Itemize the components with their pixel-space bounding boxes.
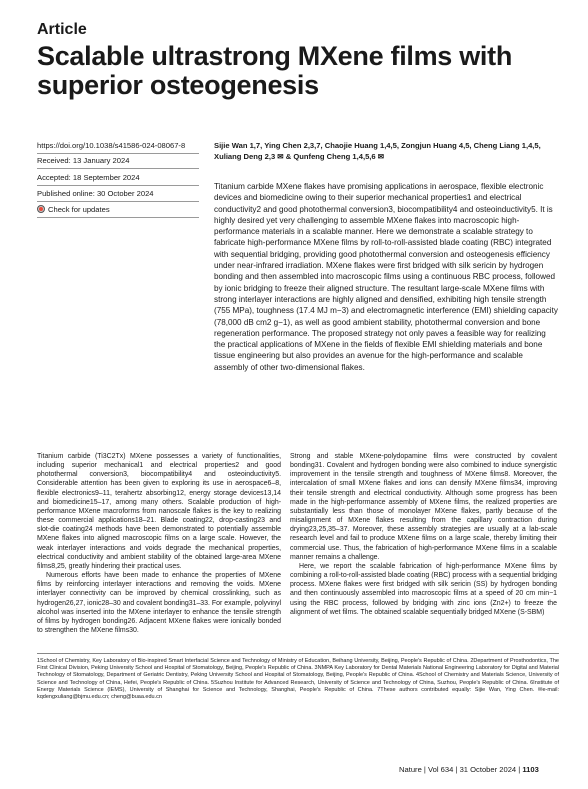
article-type-label: Article — [37, 21, 87, 38]
volume: Vol 634 — [428, 765, 454, 774]
page-number: 1103 — [522, 765, 539, 774]
body-paragraph: Numerous efforts have been made to enhance the properties of MXene films by reinforcing interlayer interactions and removing the voids. MXene interlayer connectivity can be improved by chemical crosslinking, such as hydrogen26,27, ionic28–30 and covalent bonding31–33. For example, polyvinyl alcohol was inserted into the MXene interlayer to enhance the tensile strength of films by hydrogen bonding26. Adjacent MXene flakes were ionically bonded to strengthen the MXene films30. — [37, 572, 281, 634]
meta-divider — [37, 201, 199, 202]
page-footer: Nature | Vol 634 | 31 October 2024 | 1103 — [399, 765, 539, 774]
check-updates-label: Check for updates — [48, 205, 110, 214]
body-column-right — [290, 452, 557, 617]
journal-name: Nature — [399, 765, 422, 774]
body-paragraph: Here, we report the scalable fabrication of high-performance MXene films by combining a roll-to-roll-assisted blade coating (RBC) process with a sequential bridging process. MXene flakes were first bridged with silk sericin (SS) by hydrogen bonding and then continuously assembled into macroscopic films at a speed of 20 cm min−1 using the RBC process, followed by bridging with zinc ions (Zn2+) to freeze the alignment of wet films. The obtained scalable sequentially bridged MXene (S-SBM) — [290, 562, 557, 616]
author-list: Sijie Wan 1,7, Ying Chen 2,3,7, Chaojie Huang 1,4,5, Zongjun Huang 4,5, Cheng Liang 1,4,5, Xuliang Deng 2,3 ✉ & Qunfeng Cheng 1,4,5,6 ✉ — [214, 141, 541, 161]
body-paragraph: Titanium carbide (Ti3C2Tx) MXene possesses a variety of functionalities, including superior mechanical1 and electrical properties2 and good photothermal conversion3, biocompatibility4 and osteoinductivity5. Considerable attention has been given to exploring its use in aerospace6–8, flexible electronics9–11, terahertz absorbing12, energy storage devices13,14 and biomedicine15–17, among many others. Scalable production of high-performance MXene macroforms from nanoscale flakes is the key to realizing these commercial applications18–21. Blade coating22, drop-casting23 and slot-die coating24 methods have been demonstrated to potentially assemble MXene flakes into aligned macroscopic films on a large scale. However, the weak interlayer interactions and voids degrade the mechanical properties, electrical conductivity and ambient stability of the obtained large-area MXene films8,25, greatly hindering their practical uses. — [37, 453, 281, 570]
published-date: Published online: 30 October 2024 — [37, 189, 154, 198]
body-paragraph: Strong and stable MXene-polydopamine films were constructed by covalent bonding31. Covalent and hydrogen bonding were also combined to induce synergistic improvement in the tensile strength and toughness of MXene films8. Moreover, the intercalation of small MXene flakes and ions can densify MXene films34, improving their tensile strength and electrical conductivity. Although some progress has been made in the high-performance assembly of MXene films, the realized properties are substantially less than those of monolayer MXene flakes, partly because of the misalignment of MXene flakes resulting from the capillary contraction during drying23,25,35–37. Moreover, these assembly strategies are usually at a lab-scale research level and fail to produce MXene films on a large scale, thereby limiting their commercial use. Thus, the fabrication of high-performance MXene films in a scalable manner remains a challenge. — [290, 453, 557, 561]
meta-divider — [37, 217, 199, 218]
check-updates-link[interactable] — [37, 205, 110, 215]
doi-link[interactable]: https://doi.org/10.1038/s41586-024-08067-8 — [37, 141, 186, 150]
issue-date: 31 October 2024 — [459, 765, 517, 774]
meta-divider — [37, 153, 199, 154]
meta-divider — [37, 168, 199, 169]
check-for-updates-icon — [37, 205, 45, 213]
body-column-left — [37, 452, 281, 635]
footnote-divider — [37, 653, 559, 654]
meta-divider — [37, 185, 199, 186]
received-date: Received: 13 January 2024 — [37, 156, 130, 165]
accepted-date: Accepted: 18 September 2024 — [37, 173, 140, 182]
affiliations-footnote: 1School of Chemistry, Key Laboratory of Bio-inspired Smart Interfacial Science and Technology of Ministry of Education, Beihang University, Beijing, People's Republic of China. 2Department of Prosthodontics, The First Clinical Division, Peking University School and Hospital of Stomatology, Beijing, People's Republic of China. 3NMPA Key Laboratory for Dental Materials National Engineering Laboratory for Digital and Material Technology of Stomatology, Department of Geriatric Dentistry, Peking University School and Hospital of Stomatology, Beijing, People's Republic of China. 4School of Chemistry and Materials Science, University of Science and Technology of China, Hefei, People's Republic of China. 5Suzhou Institute for Advanced Research, University of Science and Technology of China, Suzhou, People's Republic of China. 6Institute of Energy Materials Science (IEMS), University of Shanghai for Science and Technology, Shanghai, People's Republic of China. 7These authors contributed equally: Sijie Wan, Ying Chen. ✉e-mail: kqdengxuliang@bjmu.edu.cn; cheng@buaa.edu.cn — [37, 658, 559, 701]
abstract: Titanium carbide MXene flakes have promising applications in aerospace, flexible electronic devices and biomedicine owing to their superior mechanical properties1 and electrical conductivity2 and good photothermal conversion3, biocompatibility4 and osteoinductivity5. It is highly desired yet very challenging to assemble MXene flakes into macroscopic high-performance materials in a scalable manner. Here we demonstrate a scalable strategy to fabricate high-performance MXene films by roll-to-roll-assisted blade coating (RBC) integrated with sequential bridging, providing good photothermal conversion and osteogenesis efficiency under near-infrared irradiation. MXene flakes were first bridged with silk sericin by hydrogen bonding and then assembled into macroscopic films using a continuous RBC process, followed by ionic bridging to freeze their aligned structure. The resultant large-scale MXene films with strong interlayer interactions are highly aligned and densified, exhibiting high tensile strength (755 MPa), toughness (17.4 MJ m−3) and electromagnetic interference (EMI) shielding capacity (78,000 dB cm2 g−1), as well as good ambient stability, photothermal conversion and bone regeneration performance. The proposed strategy not only paves a feasible way for realizing the practical applications of MXene in the fields of flexible EMI shielding materials and bone tissue engineering but also provides an avenue for the high-performance and scalable assembly of other two-dimensional flakes. — [214, 182, 558, 372]
article-title: Scalable ultrastrong MXene films with superior osteogenesis — [37, 41, 513, 100]
